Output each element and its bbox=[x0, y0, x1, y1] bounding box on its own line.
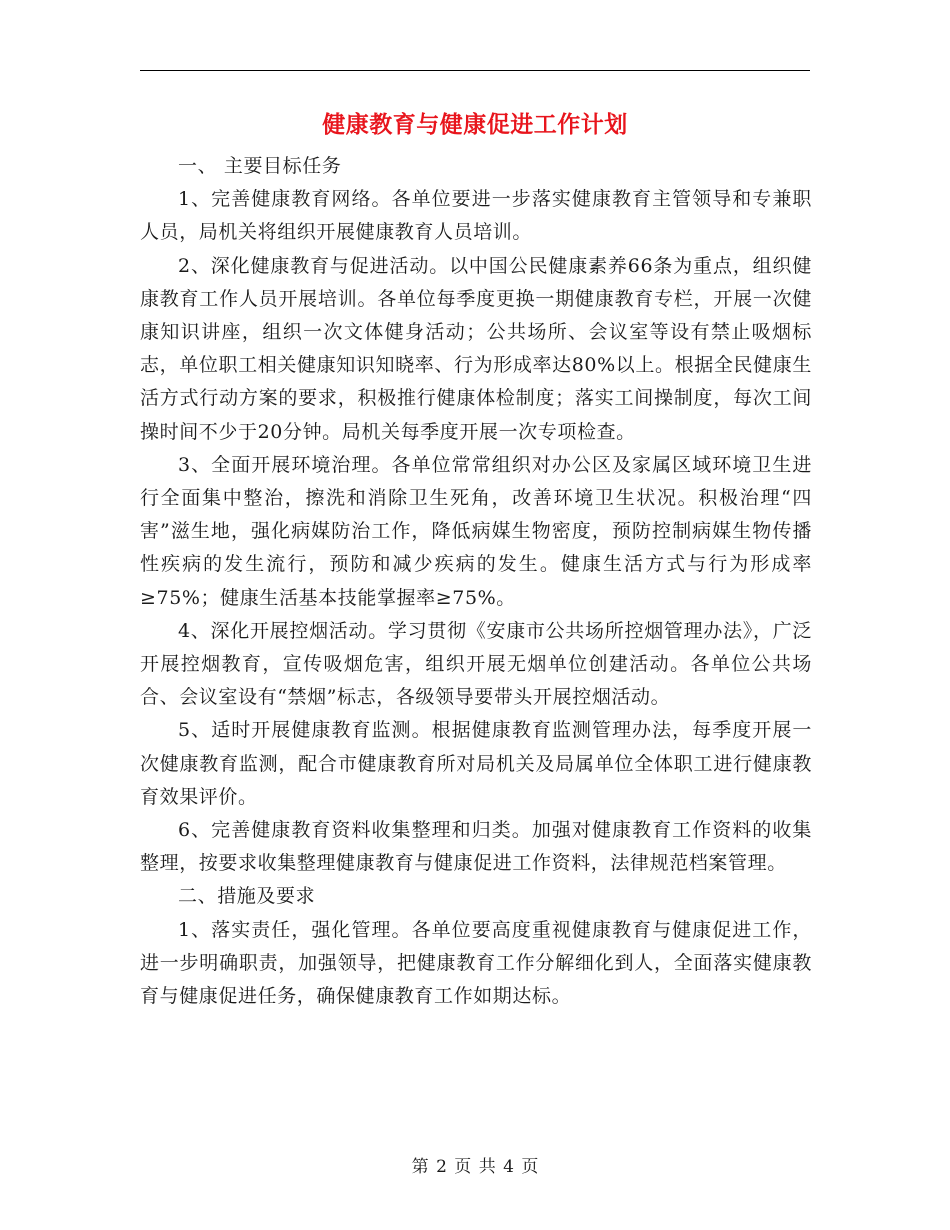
paragraph-item-4: 4、深化开展控烟活动。学习贯彻《安康市公共场所控烟管理办法》，广泛开展控烟教育，宣传吸烟危害，组织开展无烟单位创建活动。各单位公共场合、会议室设有“禁烟”标志，各级领导要带头开展控烟活动。 bbox=[140, 619, 812, 709]
paragraph-item-1: 1、完善健康教育网络。各单位要进一步落实健康教育主管领导和专兼职人员，局机关将组织开展健康教育人员培训。 bbox=[140, 188, 812, 244]
section-heading-measures: 二、措施及要求 bbox=[178, 885, 316, 908]
paragraph-item-5: 5、适时开展健康教育监测。根据健康教育监测管理办法，每季度开展一次健康教育监测，配合市健康教育所对局机关及局属单位全体职工进行健康教育效果评价。 bbox=[140, 719, 812, 808]
document-title: 健康教育与健康促进工作计划 bbox=[322, 111, 628, 138]
section-heading-goals: 一、 主要目标任务 bbox=[178, 155, 342, 177]
paragraph-measure-1: 1、落实责任，强化管理。各单位要高度重视健康教育与健康促进工作，进一步明确职责，加强领导，把健康教育工作分解细化到人，全面落实健康教育与健康促进任务，确保健康教育工作如期达标。 bbox=[140, 918, 812, 1008]
document-body bbox=[140, 150, 812, 1013]
page-footer: 第 2 页 共 4 页 bbox=[411, 1157, 539, 1177]
paragraph-item-6: 6、完善健康教育资料收集整理和归类。加强对健康教育工作资料的收集整理，按要求收集整理健康教育与健康促进工作资料，法律规范档案管理。 bbox=[140, 819, 812, 875]
paragraph-item-2: 2、深化健康教育与促进活动。以中国公民健康素养66条为重点，组织健康教育工作人员开展培训。各单位每季度更换一期健康教育专栏，开展一次健康知识讲座，组织一次文体健身活动；公共场所、会议室等设有禁止吸烟标志，单位职工相关健康知识知晓率、行为形成率达80%以上。根据全民健康生活方式行动方案的要求，积极推行健康体检制度；落实工间操制度，每次工间操时间不少于20分钟。局机关每季度开展一次专项检查。 bbox=[140, 254, 812, 443]
paragraph-item-3: 3、全面开展环境治理。各单位常常组织对办公区及家属区域环境卫生进行全面集中整治，擦洗和消除卫生死角，改善环境卫生状况。积极治理“四害”滋生地，强化病媒防治工作，降低病媒生物密度，预防控制病媒生物传播性疾病的发生流行，预防和减少疾病的发生。健康生活方式与行为形成率≥75%；健康生活基本技能掌握率≥75%。 bbox=[140, 453, 812, 609]
header-rule bbox=[140, 70, 810, 71]
